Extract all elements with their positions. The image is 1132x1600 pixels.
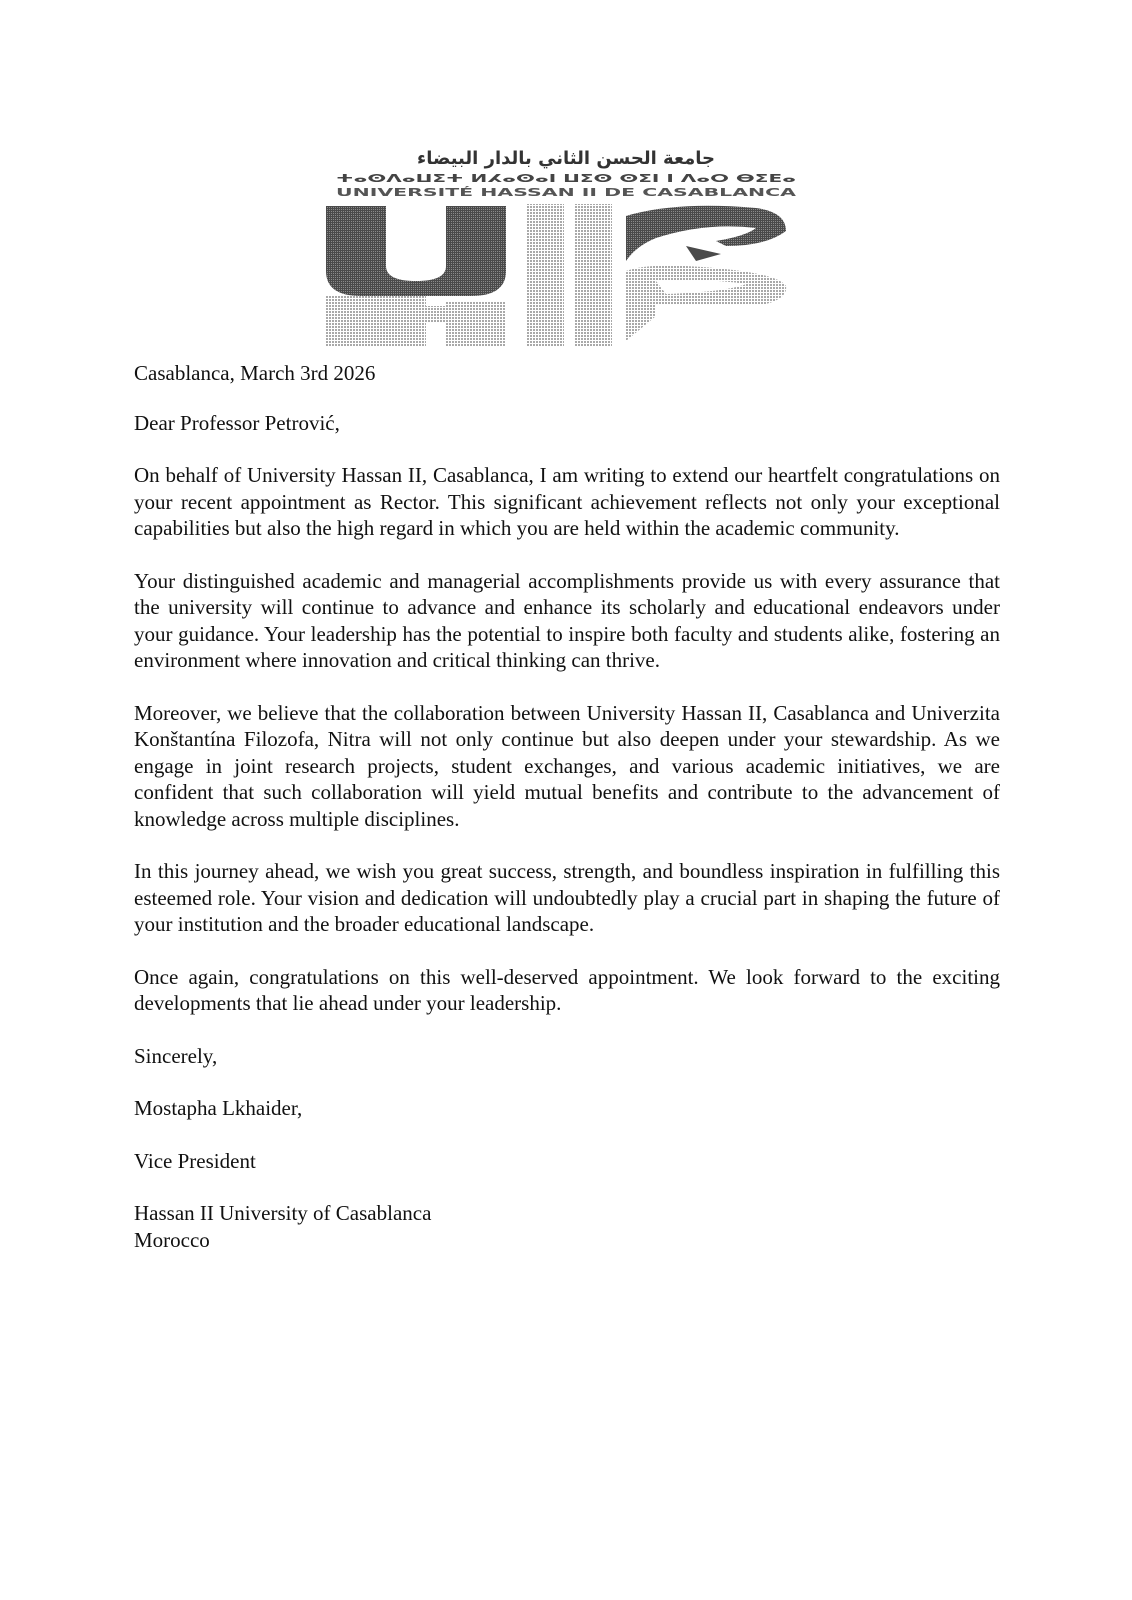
letter-paragraph-1: On behalf of University Hassan II, Casablanca, I am writing to extend our heartfelt congratulations on your recent appointment as Rector. This significant achievement reflects not only your exceptional capabilities but also the high regard in which you are held within the academic community. bbox=[134, 463, 1000, 540]
signer-institution: Hassan II University of Casablanca bbox=[134, 1201, 432, 1225]
logo-arabic-name: جامعة الحسن الثاني بالدار البيضاء bbox=[417, 148, 715, 169]
letter-date: Casablanca, March 3rd 2026 bbox=[134, 361, 376, 385]
logo-bird-shape bbox=[626, 206, 786, 341]
signer-country: Morocco bbox=[134, 1227, 210, 1252]
signer-name: Mostapha Lkhaider, bbox=[134, 1096, 303, 1120]
letter-body bbox=[134, 360, 1000, 1253]
university-logo bbox=[326, 146, 806, 346]
logo-tifinagh-name: ⵜⴰⵙⴷⴰⵡⵉⵜ ⵍⵃⴰⵙⴰⵏ ⵡⵉⵙ ⵙⵉⵏ ⵏ ⴷⴰⵔ ⴱⵉⴹⴰ bbox=[336, 172, 796, 185]
signer-title: Vice President bbox=[134, 1148, 256, 1173]
logo-ii-pillars bbox=[526, 204, 612, 346]
letter-salutation: Dear Professor Petrović, bbox=[134, 410, 340, 435]
letter-paragraph-5: Once again, congratulations on this well-deserved appointment. We look forward to the exciting developments that lie ahead under your leadership. bbox=[134, 964, 1000, 1015]
letter-paragraph-2: Your distinguished academic and managerial accomplishments provide us with every assurance that the university will continue to advance and enhance its scholarly and educational endeavors under your guidance. Your leadership has the potential to inspire both faculty and students alike, fostering an environment where innovation and critical thinking can thrive. bbox=[134, 568, 1000, 672]
letter-paragraph-4: In this journey ahead, we wish you great success, strength, and boundless inspiration in fulfilling this esteemed role. Your vision and dedication will undoubtedly play a crucial part in shaping the future of your institution and the broader educational landscape. bbox=[134, 859, 1000, 936]
logo-french-name: UNIVERSITÉ HASSAN II DE CASABLANCA bbox=[336, 186, 797, 199]
letter-paragraph-3: Moreover, we believe that the collaboration between University Hassan II, Casablanca and Univerzita Konštantína Filozofa, Nitra will not only continue but also deepen under your stewardship. As we engage in joint research projects, student exchanges, and various academic initiatives, we are confident that such collaboration will yield mutual benefits and contribute to the advancement of knowledge across multiple disciplines. bbox=[134, 700, 1000, 831]
letter-closing: Sincerely, bbox=[134, 1043, 218, 1068]
logo-u-shape bbox=[326, 206, 506, 296]
